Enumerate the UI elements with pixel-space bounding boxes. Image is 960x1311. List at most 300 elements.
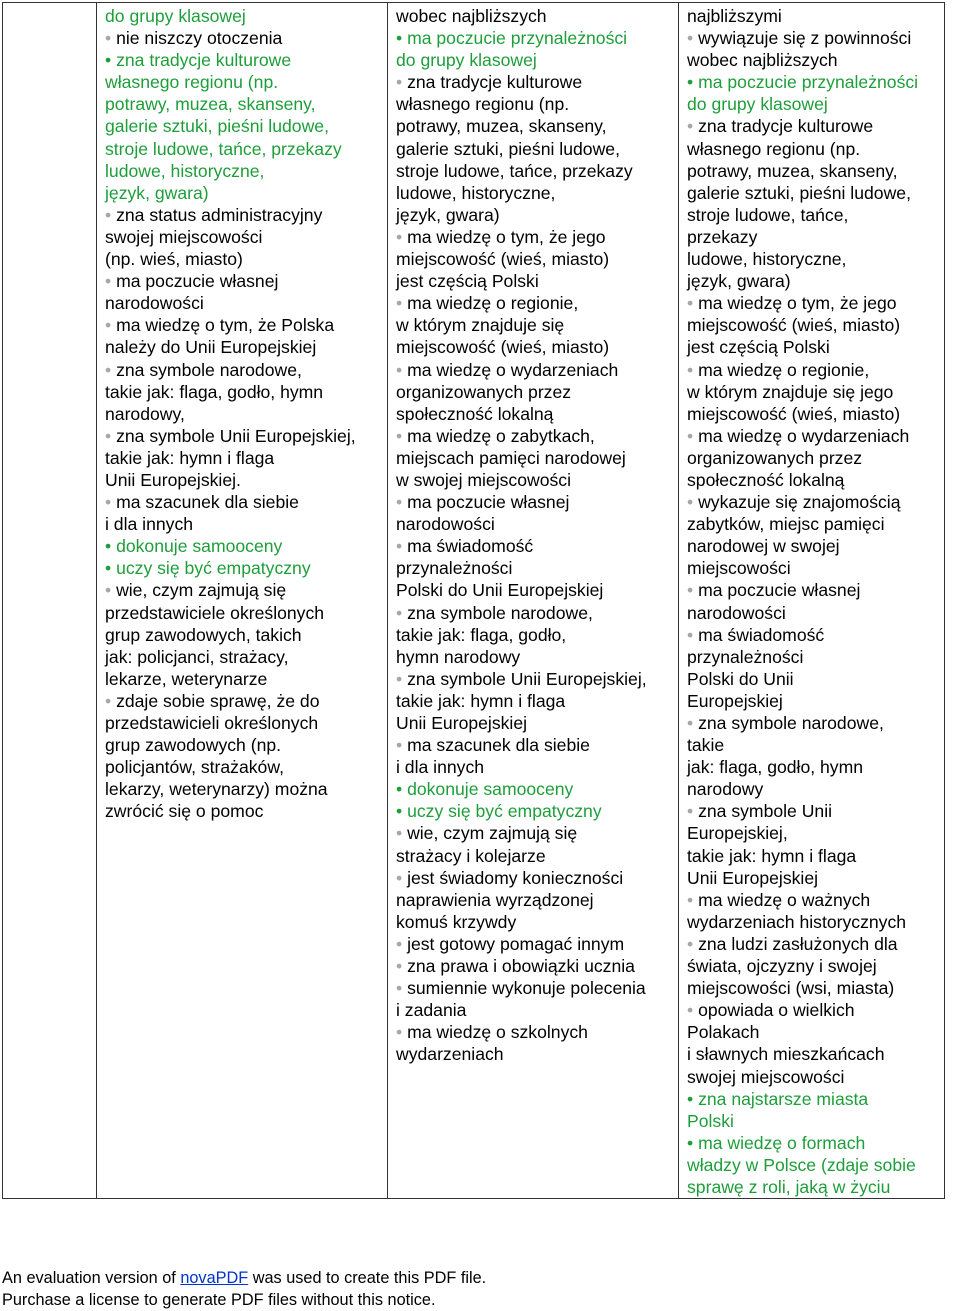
text-line: [687, 1066, 936, 1088]
bullet-icon: •: [687, 28, 699, 49]
text-line: [687, 1110, 936, 1132]
line-text: takie: [687, 735, 725, 756]
text-line: [396, 911, 670, 933]
text-line: [105, 712, 379, 734]
line-text: przedstawicieli określonych: [105, 713, 319, 733]
text-line: [105, 624, 379, 646]
text-line: [396, 690, 670, 712]
text-line: [105, 292, 379, 314]
line-text: organizowanych przez: [396, 381, 572, 402]
bullet-icon: •: [105, 580, 117, 601]
text-line: [687, 535, 936, 557]
bullet-item: [687, 491, 936, 513]
bullet-item: [105, 557, 379, 579]
line-text: miejscowości (wsi, miasta): [687, 978, 895, 999]
bullet-item: [396, 933, 670, 955]
text-line: [105, 248, 379, 270]
line-text: sprawę z roli, jaką w życiu: [687, 1176, 891, 1197]
line-text: stroje ludowe, tańce, przekazy: [105, 138, 342, 159]
text-line: [105, 800, 379, 822]
line-text: policjantów, strażaków,: [105, 757, 284, 778]
bullet-icon: •: [105, 690, 117, 711]
text-line: [687, 469, 936, 491]
line-text: dokonuje samooceny: [116, 536, 283, 557]
line-text: ma wiedzę o wydarzeniach: [407, 359, 619, 380]
line-text: zabytków, miejsc pamięci: [687, 514, 885, 535]
text-line: [687, 204, 936, 226]
table-row: [3, 3, 945, 1199]
line-text: do grupy klasowej: [396, 50, 537, 71]
bullet-item: [396, 800, 670, 822]
bullet-icon: •: [396, 867, 408, 888]
line-text: wykazuje się znajomością: [698, 492, 901, 513]
bullet-icon: •: [105, 425, 117, 446]
line-text: opowiada o wielkich: [698, 1000, 855, 1021]
bullet-item: [105, 49, 379, 71]
line-text: i dla innych: [105, 514, 194, 535]
text-line: [396, 579, 670, 601]
bullet-icon: •: [396, 933, 408, 954]
bullet-icon: •: [687, 492, 699, 513]
text-line: [396, 845, 670, 867]
line-text: sumiennie wykonuje polecenia: [407, 978, 646, 999]
text-line: [687, 314, 936, 336]
bullet-icon: •: [396, 1022, 408, 1043]
line-text: ma wiedzę o szkolnych: [407, 1022, 588, 1043]
line-text: narodowy: [687, 779, 764, 800]
bullet-item: [687, 27, 936, 49]
line-text: strażacy i kolejarze: [396, 845, 546, 866]
text-line: [396, 115, 670, 137]
text-line: [396, 5, 670, 27]
text-line: [396, 49, 670, 71]
line-text: ma wiedzę o tym, że jego: [698, 293, 897, 314]
line-text: lekarze, weterynarze: [105, 668, 268, 689]
bullet-icon: •: [396, 536, 408, 557]
line-text: ma poczucie przynależności: [698, 72, 919, 93]
bullet-icon: •: [396, 359, 408, 380]
text-line: [105, 336, 379, 358]
line-text: wydarzeniach: [396, 1044, 504, 1065]
line-text: ma poczucie przynależności: [407, 28, 628, 49]
notice-line-2: Purchase a license to generate PDF files without this notice.: [2, 1290, 436, 1309]
line-text: naprawienia wyrządzonej: [396, 889, 594, 910]
text-line: [687, 756, 936, 778]
line-text: zwrócić się o pomoc: [105, 801, 264, 822]
line-text: przynależności: [396, 558, 513, 579]
bullet-icon: •: [105, 28, 117, 49]
text-line: [687, 182, 936, 204]
text-line: [105, 226, 379, 248]
text-line: [687, 160, 936, 182]
text-line: [105, 381, 379, 403]
bullet-item: [687, 359, 936, 381]
line-text: galerie sztuki, pieśni ludowe,: [396, 138, 620, 159]
line-text: wobec najbliższych: [396, 6, 547, 26]
line-text: Unii Europejskiej: [396, 713, 528, 733]
text-line: [687, 1154, 936, 1176]
text-line: [396, 248, 670, 270]
text-line: [687, 1043, 936, 1065]
text-line: [105, 469, 379, 491]
text-line: [687, 911, 936, 933]
bullet-icon: •: [105, 492, 117, 513]
line-text: jak: flaga, godło, hymn: [687, 757, 864, 778]
bullet-item: [105, 535, 379, 557]
line-text: swojej miejscowości: [105, 226, 263, 247]
line-text: ludowe, historyczne,: [687, 249, 847, 270]
column-3-content: [687, 5, 936, 1198]
text-line: [396, 381, 670, 403]
line-text: własnego regionu (np.: [396, 94, 570, 115]
line-text: stroje ludowe, tańce, przekazy: [396, 160, 633, 181]
text-line: [396, 138, 670, 160]
text-line: [687, 270, 936, 292]
text-line: [105, 756, 379, 778]
line-text: Polski: [687, 1110, 734, 1131]
text-line: [105, 513, 379, 535]
line-text: ma świadomość: [698, 624, 825, 645]
line-text: język, gwara): [105, 182, 209, 203]
bullet-icon: •: [687, 293, 699, 314]
column-3-cell: [679, 3, 945, 1199]
text-line: [687, 381, 936, 403]
bullet-icon: •: [687, 1088, 699, 1109]
text-line: [687, 1021, 936, 1043]
line-text: takie jak: flaga, godło, hymn: [105, 381, 324, 402]
bullet-item: [396, 491, 670, 513]
line-text: należy do Unii Europejskiej: [105, 337, 317, 358]
text-line: [105, 115, 379, 137]
bullet-icon: •: [396, 779, 408, 800]
bullet-item: [105, 579, 379, 601]
line-text: zna symbole narodowe,: [116, 359, 302, 380]
line-text: Unii Europejskiej.: [105, 469, 241, 490]
line-text: organizowanych przez: [687, 447, 863, 468]
text-line: [687, 447, 936, 469]
line-text: takie jak: hymn i flaga: [105, 447, 275, 468]
bullet-item: [396, 867, 670, 889]
line-text: miejscowość (wieś, miasto): [396, 249, 610, 270]
line-text: język, gwara): [396, 204, 500, 225]
text-line: [396, 999, 670, 1021]
text-line: [687, 138, 936, 160]
bullet-item: [687, 1132, 936, 1154]
line-text: galerie sztuki, pieśni ludowe,: [105, 116, 329, 137]
bullet-icon: •: [396, 978, 408, 999]
text-line: [396, 513, 670, 535]
line-text: potrawy, muzea, skanseny,: [396, 116, 607, 137]
line-text: Polski do Unii Europejskiej: [396, 580, 604, 601]
line-text: Unii Europejskiej: [687, 867, 819, 888]
text-line: [687, 226, 936, 248]
line-text: jest częścią Polski: [396, 271, 539, 292]
bullet-item: [687, 425, 936, 447]
text-line: [687, 403, 936, 425]
bullet-item: [687, 999, 936, 1021]
line-text: przekazy: [687, 226, 758, 247]
text-line: [105, 646, 379, 668]
bullet-icon: •: [396, 226, 408, 247]
bullet-item: [105, 314, 379, 336]
line-text: Polakach: [687, 1022, 760, 1043]
bullet-icon: •: [396, 293, 408, 314]
bullet-icon: •: [687, 359, 699, 380]
line-text: ma poczucie własnej: [116, 271, 279, 292]
line-text: i zadania: [396, 1000, 467, 1021]
line-text: Europejskiej,: [687, 823, 788, 844]
text-line: [396, 557, 670, 579]
line-text: zna symbole narodowe,: [407, 602, 593, 623]
line-text: i dla innych: [396, 757, 485, 778]
text-line: [687, 513, 936, 535]
text-line: [687, 845, 936, 867]
text-line: [687, 867, 936, 889]
line-text: miejscach pamięci narodowej: [396, 447, 626, 468]
bullet-item: [687, 624, 936, 646]
bullet-icon: •: [687, 933, 699, 954]
bullet-item: [105, 690, 379, 712]
text-line: [687, 1176, 936, 1198]
column-1-content: [105, 5, 379, 822]
text-line: [687, 49, 936, 71]
line-text: takie jak: flaga, godło,: [396, 624, 567, 645]
line-text: i sławnych mieszkańcach: [687, 1044, 885, 1065]
text-line: [105, 93, 379, 115]
text-line: [687, 248, 936, 270]
line-text: hymn narodowy: [396, 646, 521, 667]
text-line: [687, 955, 936, 977]
line-text: język, gwara): [687, 271, 791, 292]
text-line: [687, 690, 936, 712]
line-text: miejscowość (wieś, miasto): [396, 337, 610, 358]
bullet-item: [396, 425, 670, 447]
text-line: [687, 734, 936, 756]
bullet-icon: •: [687, 1000, 699, 1021]
line-text: zdaje sobie sprawę, że do: [116, 690, 320, 711]
text-line: [396, 270, 670, 292]
text-line: [687, 5, 936, 27]
text-line: [105, 182, 379, 204]
line-text: takie jak: hymn i flaga: [396, 690, 566, 711]
curriculum-table: [2, 2, 945, 1199]
bullet-item: [396, 602, 670, 624]
text-line: [396, 1043, 670, 1065]
bullet-icon: •: [105, 271, 117, 292]
text-line: [105, 734, 379, 756]
bullet-item: [396, 822, 670, 844]
bullet-item: [396, 226, 670, 248]
text-line: [687, 822, 936, 844]
line-text: ma wiedzę o tym, że jego: [407, 226, 606, 247]
bullet-item: [396, 27, 670, 49]
line-text: narodowy,: [105, 403, 185, 424]
text-line: [396, 624, 670, 646]
bullet-item: [687, 712, 936, 734]
text-line: [105, 5, 379, 27]
line-text: potrawy, muzea, skanseny,: [687, 160, 898, 181]
line-text: wobec najbliższych: [687, 50, 838, 71]
text-line: [105, 668, 379, 690]
line-text: (np. wieś, miasto): [105, 249, 243, 270]
bullet-item: [396, 292, 670, 314]
text-line: [396, 160, 670, 182]
text-line: [687, 336, 936, 358]
text-line: [687, 93, 936, 115]
line-text: uczy się być empatyczny: [116, 558, 311, 579]
line-text: świata, ojczyzny i swojej: [687, 956, 877, 977]
line-text: ma szacunek dla siebie: [116, 492, 299, 513]
line-text: galerie sztuki, pieśni ludowe,: [687, 182, 911, 203]
text-line: [396, 712, 670, 734]
line-text: Europejskiej: [687, 690, 783, 711]
text-line: [396, 469, 670, 491]
text-line: [687, 977, 936, 999]
text-line: [687, 557, 936, 579]
line-text: zna tradycje kulturowe: [407, 72, 583, 93]
text-line: [396, 314, 670, 336]
bullet-icon: •: [396, 602, 408, 623]
bullet-item: [687, 800, 936, 822]
line-text: nie niszczy otoczenia: [116, 28, 283, 49]
bullet-icon: •: [687, 1132, 699, 1153]
text-line: [105, 602, 379, 624]
text-line: [396, 447, 670, 469]
notice-text-before: An evaluation version of: [2, 1269, 181, 1287]
bullet-icon: •: [687, 889, 699, 910]
bullet-icon: •: [396, 735, 408, 756]
line-text: własnego regionu (np.: [105, 72, 279, 93]
line-text: miejscowość (wieś, miasto): [687, 403, 901, 424]
bullet-icon: •: [687, 801, 699, 822]
line-text: ma wiedzę o formach: [698, 1132, 866, 1153]
bullet-item: [396, 977, 670, 999]
line-text: miejscowości: [687, 558, 791, 579]
bullet-icon: •: [396, 956, 408, 977]
line-text: ludowe, historyczne,: [105, 160, 265, 181]
text-line: [396, 336, 670, 358]
line-text: najbliższymi: [687, 6, 782, 26]
column-1-cell: [97, 3, 388, 1199]
text-line: [105, 160, 379, 182]
bullet-icon: •: [105, 204, 117, 225]
line-text: społeczność lokalną: [396, 403, 554, 424]
text-line: [687, 778, 936, 800]
column-2-cell: [388, 3, 679, 1199]
bullet-item: [396, 668, 670, 690]
line-text: ludowe, historyczne,: [396, 182, 556, 203]
line-text: dokonuje samooceny: [407, 779, 574, 800]
bullet-item: [396, 1021, 670, 1043]
bullet-item: [396, 955, 670, 977]
line-text: ma szacunek dla siebie: [407, 735, 590, 756]
line-text: ma wiedzę o ważnych: [698, 889, 871, 910]
text-line: [105, 447, 379, 469]
novapdf-link[interactable]: novaPDF: [180, 1269, 249, 1287]
bullet-item: [396, 71, 670, 93]
line-text: zna symbole Unii Europejskiej,: [116, 425, 356, 446]
line-text: ma wiedzę o tym, że Polska: [116, 315, 335, 336]
line-text: narodowości: [396, 514, 495, 535]
line-text: jest świadomy konieczności: [407, 867, 624, 888]
line-text: zna status administracyjny: [116, 204, 323, 225]
line-text: ma poczucie własnej: [407, 492, 570, 513]
line-text: przynależności: [687, 646, 804, 667]
line-text: ma wiedzę o regionie,: [698, 359, 870, 380]
bullet-icon: •: [396, 801, 408, 822]
bullet-icon: •: [396, 668, 408, 689]
line-text: ma wiedzę o regionie,: [407, 293, 579, 314]
bullet-item: [687, 1088, 936, 1110]
bullet-item: [687, 71, 936, 93]
notice-line-1: [2, 1268, 486, 1290]
line-text: narodowości: [687, 602, 786, 623]
line-text: wydarzeniach historycznych: [687, 911, 907, 932]
line-text: uczy się być empatyczny: [407, 801, 602, 822]
column-2-content: [396, 5, 670, 1066]
line-text: potrawy, muzea, skanseny,: [105, 94, 316, 115]
line-text: zna tradycje kulturowe: [698, 116, 874, 137]
text-line: [396, 646, 670, 668]
line-text: narodowości: [105, 293, 204, 314]
line-text: jest gotowy pomagać innym: [407, 933, 625, 954]
line-text: zna symbole narodowe,: [698, 713, 884, 733]
text-line: [105, 71, 379, 93]
bullet-icon: •: [687, 713, 699, 733]
bullet-item: [687, 115, 936, 137]
line-text: takie jak: hymn i flaga: [687, 845, 857, 866]
text-line: [396, 756, 670, 778]
line-text: w którym znajduje się jego: [687, 381, 894, 402]
line-text: ma wiedzę o zabytkach,: [407, 425, 595, 446]
bullet-icon: •: [396, 492, 408, 513]
line-text: zna symbole Unii Europejskiej,: [407, 668, 647, 689]
line-text: wie, czym zajmują się: [116, 580, 287, 601]
line-text: w którym znajduje się: [396, 315, 565, 336]
bullet-icon: •: [687, 425, 699, 446]
notice-text-after: was used to create this PDF file.: [248, 1269, 487, 1287]
line-text: ma poczucie własnej: [698, 580, 861, 601]
line-text: do grupy klasowej: [105, 6, 246, 26]
bullet-icon: •: [687, 72, 699, 93]
bullet-item: [105, 491, 379, 513]
line-text: swojej miejscowości: [687, 1066, 845, 1087]
line-text: grup zawodowych, takich: [105, 624, 302, 645]
line-text: społeczność lokalną: [687, 469, 845, 490]
bullet-icon: •: [687, 580, 699, 601]
bullet-item: [687, 292, 936, 314]
empty-left-cell: [3, 3, 97, 1199]
line-text: do grupy klasowej: [687, 94, 828, 115]
line-text: przedstawiciele określonych: [105, 602, 325, 623]
line-text: stroje ludowe, tańce,: [687, 204, 849, 225]
evaluation-notice: [2, 1268, 486, 1311]
line-text: zna najstarsze miasta: [698, 1088, 869, 1109]
line-text: w swojej miejscowości: [396, 469, 572, 490]
bullet-item: [105, 425, 379, 447]
text-line: [396, 204, 670, 226]
bullet-icon: •: [687, 116, 699, 137]
line-text: miejscowość (wieś, miasto): [687, 315, 901, 336]
line-text: Polski do Unii: [687, 668, 794, 689]
text-line: [687, 668, 936, 690]
line-text: lekarzy, weterynarzy) można: [105, 779, 328, 800]
bullet-icon: •: [396, 425, 408, 446]
bullet-icon: •: [105, 50, 117, 71]
text-line: [396, 889, 670, 911]
bullet-item: [687, 579, 936, 601]
bullet-item: [396, 535, 670, 557]
